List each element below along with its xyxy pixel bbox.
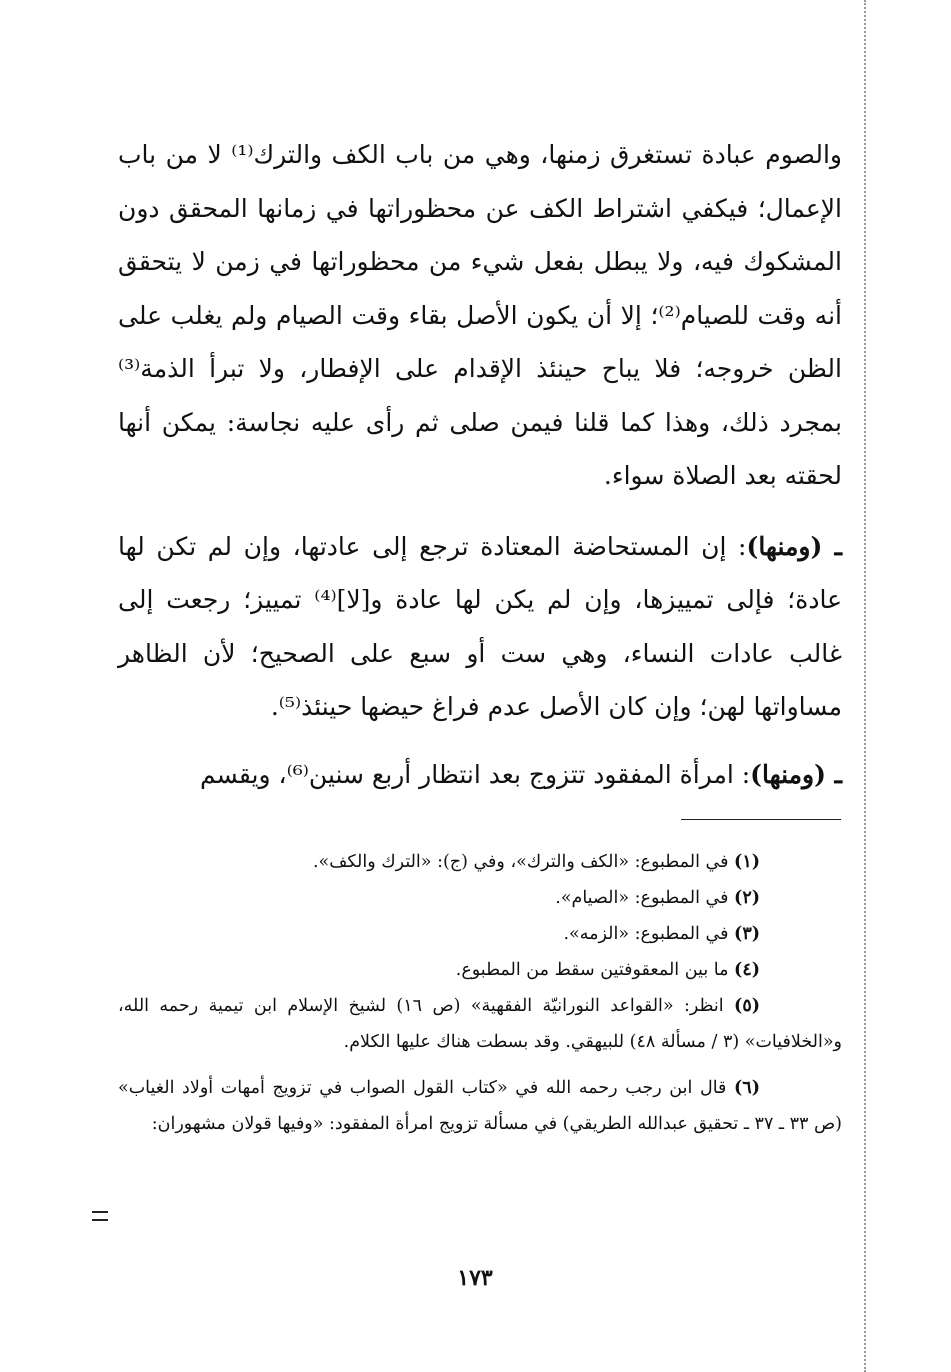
footnote-6	[118, 1070, 842, 1142]
paragraph-text: والصوم عبادة تستغرق زمنها، وهي من باب الكف والترك⁽¹⁾ لا من باب الإعمال؛ فيكفي اشتراط الكف عن محظوراتها في زمانها المحقق دون المشكوك فيه، ولا يبطل بفعل شيء من محظوراتها في زمن لا يتحقق أنه وقت للصيام⁽²⁾؛ إلا أن يكون الأصل بقاء وقت الصيام ولم يغلب على الظن خروجه؛ فلا يباح حينئذ الإقدام على الإفطار، ولا تبرأ الذمة⁽³⁾ بمجرد ذلك، وهذا كما قلنا فيمن صلى ثم رأى عليه نجاسة: يمكن أنها لحقته بعد الصلاة سواء.	[118, 140, 842, 490]
footnote-3	[118, 916, 842, 952]
footnote-5	[118, 988, 842, 1060]
footnote-number: (٥)	[734, 996, 760, 1016]
footnote-4	[118, 952, 842, 988]
paragraph-lead: ـ (ومنها)	[750, 759, 842, 789]
page-edge-dotted-line	[864, 0, 866, 1372]
paragraph-text: : إن المستحاضة المعتادة ترجع إلى عادتها، وإن لم تكن لها عادة؛ فإلى تمييزها، وإن لم يكن لها عادة و[لا]⁽⁴⁾ تمييز؛ رجعت إلى غالب عادات النساء، وهي ست أو سبع على الصحيح؛ لأن الظاهر مساواتها لهن؛ وإن كان الأصل عدم فراغ حيضها حينئذ⁽⁵⁾.	[118, 531, 842, 721]
paragraph-mafqud	[118, 748, 842, 802]
page-number: ١٧٣	[457, 1265, 493, 1291]
footnote-separator	[681, 819, 841, 820]
footnote-2	[118, 880, 842, 916]
continuation-mark	[92, 1211, 108, 1221]
footnote-number: (٤)	[734, 960, 760, 980]
footnote-1	[118, 844, 842, 880]
footnote-number: (٦)	[734, 1078, 760, 1098]
footnote-text: ما بين المعقوفتين سقط من المطبوع.	[455, 960, 729, 980]
footnote-text: انظر: «القواعد النورانيّة الفقهية» (ص ١٦) لشيخ الإسلام ابن تيمية رحمه الله، و«الخلافيات» (٣ / مسألة ٤٨) للبيهقي. وقد بسطت هناك عليها الكلام.	[118, 996, 842, 1052]
footnote-number: (١)	[734, 852, 760, 872]
footnote-text: في المطبوع: «الكف والترك»، وفي (ج): «الترك والكف».	[312, 852, 729, 872]
paragraph-text: : امرأة المفقود تتزوج بعد انتظار أربع سنين⁽⁶⁾، ويقسم	[199, 759, 751, 789]
paragraph-lead: ـ (ومنها)	[746, 531, 842, 561]
main-text	[118, 128, 842, 801]
paragraph-fasting	[118, 128, 842, 503]
footnote-text: قال ابن رجب رحمه الله في «كتاب القول الصواب في تزويج أمهات أولاد الغياب» (ص ٣٣ ـ ٣٧ ـ تحقيق عبدالله الطريقي) في مسألة تزويج امرأة المفقود: «وفيها قولان مشهوران:	[118, 1078, 842, 1134]
paragraph-mustahada	[118, 520, 842, 734]
footnote-text: في المطبوع: «الزمه».	[563, 924, 729, 944]
footnote-number: (٢)	[734, 888, 760, 908]
footnote-text: في المطبوع: «الصيام».	[555, 888, 729, 908]
footnotes	[118, 844, 842, 1142]
footnote-number: (٣)	[734, 924, 760, 944]
